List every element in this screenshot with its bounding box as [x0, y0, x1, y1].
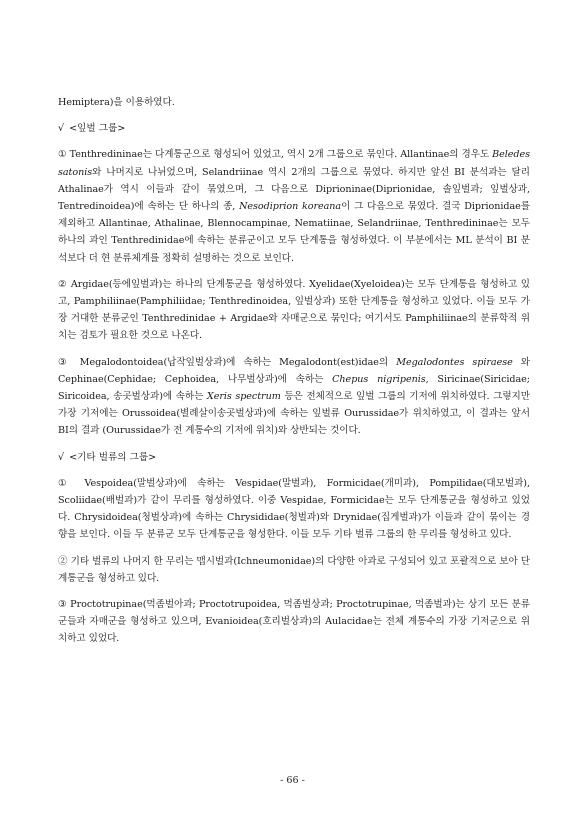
text-run: 와 Cephinae(Cephidae; Cephoidea, 나무벌상과)에 속하는	[58, 356, 531, 385]
species-name: Beledes satonis	[58, 149, 530, 178]
section-heading-other-wasps	[58, 449, 530, 466]
page-number: - 66 -	[280, 775, 305, 786]
paragraph-argidae: ② Argidae(등에잎벌과)는 하나의 단계통군을 형성하였다. Xyelidae(Xyeloidea)는 모두 단계통을 형성하고 있고, Pamphiliinae(Pamphiliidae; Tenthredinoidea, 잎벌상과) 또한 단계통을 형성하고 있었다. 이들 모두 가장 거대한 분류군인 Tenthredinidae + Argidae와 자매군으로 묶인다; 여기서도 Pamphiliinae의 분류학적 위치는 검토가 필요한 것으로 나온다.	[58, 278, 530, 342]
check-mark-icon: √	[58, 123, 65, 135]
text-run: , Siricinae(Siricidae; Siricoidea, 송곳벌상과)에 속하는	[58, 373, 530, 403]
section-heading-text: <잎벌 그룹>	[69, 123, 126, 135]
text-run: 이 그 다음으로 묶였다. 결국 Diprionidae를 제외하고 Allantinae, Athalinae, Blennocampinae, Nematiinae, Selandriinae, Tenthredininae는 모두 하나의 과인 Tenthredinidae에 속하는 분류군이고 모두 단계통을 형성하였다. 이 부분에서는 ML 분석이 BI 분석보다 더 현 분류체계를 정확히 설명하는 것으로 보인다.	[58, 201, 530, 264]
section-heading-sawfly-group	[58, 120, 530, 137]
paragraph-intro-tail: Hemiptera)을 이용하였다.	[58, 97, 175, 108]
paragraph-tenthredininae	[58, 146, 530, 266]
species-name: Megalodontes spiraese	[396, 356, 513, 368]
text-run: ③ Megalodontoidea(납작잎벌상과)에 속하는 Megalodont(est)idae의	[58, 356, 397, 368]
paragraph-ichneumonidae: ② 기타 벌류의 나머지 한 무리는 맵시벌과(Ichneumonidae)의 다양한 아과로 구성되어 있고 포괄적으로 보아 단계통군을 형성하고 있다.	[58, 555, 530, 584]
text-run: 등은 전체적으로 잎벌 그룹의 기저에 위치하였다. 그렇지만 가장 기저에는 Orussoidea(별례살이송곳벌상과)에 속하는 잎벌류 Ourussidae가 위치하였고, 이 결과는 앞서 BI의 결과 (Ourussidae가 전 계통수의 기저에 위치)와 상반되는 것이다.	[58, 391, 530, 437]
paragraph-proctotrupinae: ③ Proctotrupinae(먹좀벌아과; Proctotrupoidea, 먹좀벌상과; Proctotrupinae, 먹좀벌과)는 상기 모든 분류군들과 자매군을 형성하고 있으며, Evanioidea(호리벌상과)의 Aulacidae는 전체 계통수의 가장 기저군으로 위치하고 있었다.	[58, 599, 530, 645]
paragraph-vespoidea: ① Vespoidea(말벌상과)에 속하는 Vespidae(말벌과), Formicidae(개미과), Pompilidae(대모벌과), Scoliidae(배벌과)가 같이 무리를 형성하였다. 이중 Vespidae, Formicidae는 모두 단계통군을 형성하고 있었다. Chrysidoidea(청벌상과)에 속하는 Chrysididae(청벌과)와 Drynidae(집게벌과)가 이들과 같이 묶이는 경향을 보인다. 이들 두 분류군 모두 단계통군을 형성한다. 이들 모두 기타 벌류 그룹의 한 무리를 형성하고 있다.	[58, 477, 530, 541]
paragraph-megalodontoidea	[58, 354, 530, 440]
text-run: ① Tenthredininae는 다계통군으로 형성되어 있었고, 역시 2개 그룹으로 묶인다. Allantinae의 경우도	[58, 149, 493, 161]
species-name: Nesodiprion koreana	[239, 201, 342, 213]
section-heading-text: <기타 벌류의 그룹>	[69, 451, 157, 463]
check-mark-icon: √	[58, 451, 65, 463]
species-name: Chepus nigripenis	[332, 373, 426, 385]
text-run: 와 나머지로 나뉘었으며, Selandriinae 역시 2개의 그룹으로 묶였다. 하지만 앞선 BI 분석과는 달리 Athalinae가 역시 이들과 같이 묶였으며, 그 다음으로 Diprioninae(Diprionidae, 솔잎벌과; 잎벌상과, Tentredinoidea)에 속하는 단 하나의 종,	[58, 166, 530, 213]
body-text	[58, 94, 530, 648]
species-name: Xeris spectrum	[206, 391, 281, 403]
